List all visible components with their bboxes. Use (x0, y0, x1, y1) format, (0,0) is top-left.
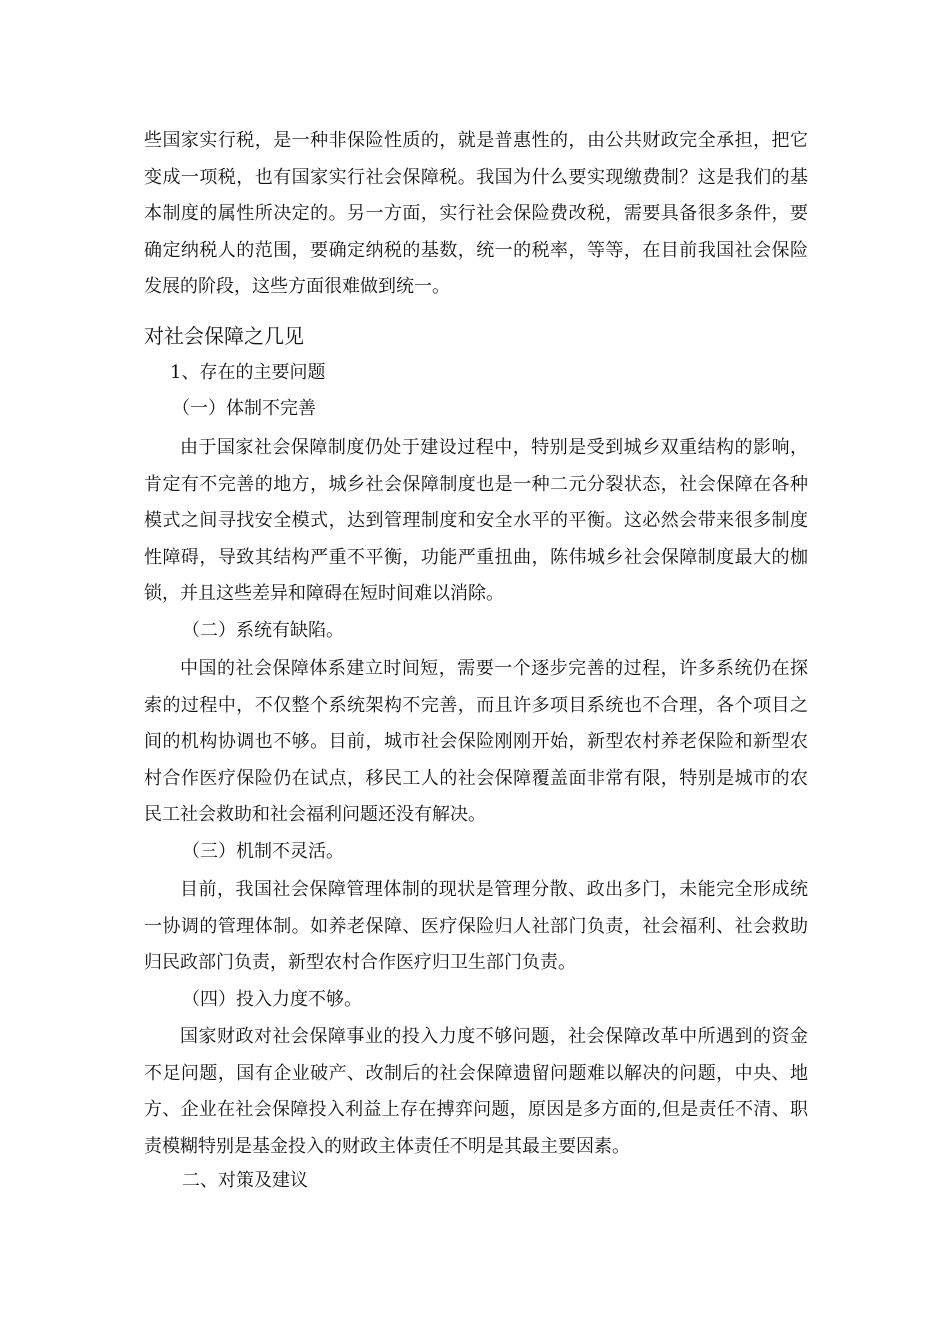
sub-3-heading: （三）机制不灵活。 (182, 841, 344, 862)
section-2-heading: 二、对策及建议 (182, 1170, 308, 1191)
intro-paragraph: 些国家实行税，是一种非保险性质的，就是普惠性的，由公共财政完全承担，把它变成一项税，也有国家实行社会保障税。我国为什么要实现缴费制？这是我们的基本制度的属性所决定的。另一方面，实行社会保险费改税，需要具备很多条件，要确定纳税人的范围，要确定纳税的基数，统一的税率，等等，在目前我国社会保险发展的阶段，这些方面很难做到统一。 (144, 130, 808, 297)
section-title: 对社会保障之几见 (144, 324, 304, 348)
sub-3-body: 目前，我国社会保障管理体制的现状是管理分散、政出多门，未能完全形成统一协调的管理体制。如养老保障、医疗保险归人社部门负责，社会福利、社会救助归民政部门负责，新型农村合作医疗归卫生部门负责。 (144, 879, 808, 973)
sub-2-body: 中国的社会保障体系建立时间短，需要一个逐步完善的过程，许多系统仍在探索的过程中，不仅整个系统架构不完善，而且许多项目系统也不合理，各个项目之间的机构协调也不够。目前，城市社会保险刚刚开始，新型农村养老保险和新型农村合作医疗保险仍在试点，移民工人的社会保障覆盖面非常有限，特别是城市的农民工社会救助和社会福利问题还没有解决。 (144, 658, 808, 825)
sub-2-heading: （二）系统有缺陷。 (182, 620, 344, 641)
sub-1-heading: （一）体制不完善 (172, 398, 316, 419)
sub-1-body: 由于国家社会保障制度仍处于建设过程中，特别是受到城乡双重结构的影响，肯定有不完善的地方，城乡社会保障制度也是一种二元分裂状态，社会保障在各种模式之间寻找安全模式，达到管理制度和安全水平的平衡。这必然会带来很多制度性障碍，导致其结构严重不平衡，功能严重扭曲，陈伟城乡社会保障制度最大的枷锁，并且这些差异和障碍在短时间难以消除。 (144, 437, 808, 604)
sub-4-heading: （四）投入力度不够。 (182, 989, 362, 1010)
sub-4-body: 国家财政对社会保障事业的投入力度不够问题，社会保障改革中所遇到的资金不足问题，国有企业破产、改制后的社会保障遗留问题难以解决的问题，中央、地方、企业在社会保障投入利益上存在搏弈问题，原因是多方面的,但是责任不清、职责模糊特别是基金投入的财政主体责任不明是其最主要因素。 (144, 1026, 808, 1157)
section-1-heading: 1、存在的主要问题 (170, 362, 326, 383)
